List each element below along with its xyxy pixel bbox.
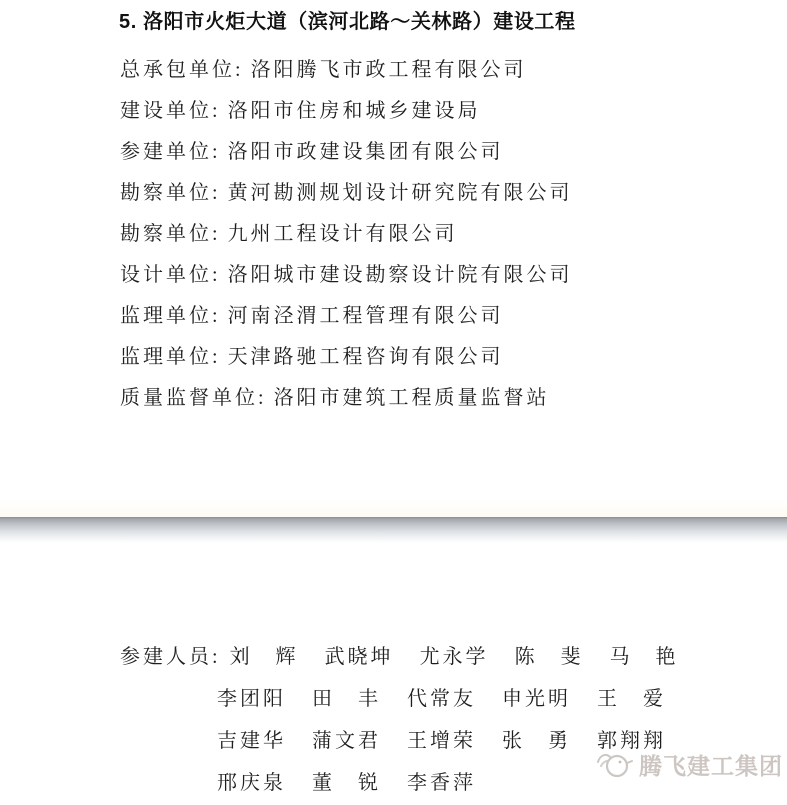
page-bottom-shade: [0, 498, 787, 517]
unit-row-supervision-1: [120, 293, 573, 334]
unit-value: 洛阳市建筑工程质量监督站: [273, 387, 550, 409]
unit-label: 建设单位:: [120, 100, 221, 122]
participant-name: 张 勇: [502, 729, 571, 752]
unit-row-design: [120, 252, 573, 293]
page-separator: [0, 517, 787, 544]
unit-value: 洛阳腾飞市政工程有限公司: [250, 59, 527, 81]
name-group: [217, 766, 476, 795]
participant-name: 董 锐: [312, 771, 381, 794]
name-group: [217, 682, 666, 711]
unit-label: 监理单位:: [120, 346, 221, 368]
unit-row-quality-supervision: [120, 375, 573, 416]
unit-row-participating: [120, 129, 573, 170]
page-title: 5. 洛阳市火炬大道（滨河北路～关林路）建设工程: [119, 11, 576, 33]
participant-row: [120, 759, 679, 801]
participants-section: [120, 633, 679, 801]
participant-name: 代常友: [407, 687, 476, 710]
participant-name: 李香萍: [407, 771, 476, 794]
unit-value: 洛阳市住房和城乡建设局: [227, 100, 481, 122]
unit-label: 参建单位:: [120, 141, 221, 163]
participant-name: 武晓坤: [324, 645, 394, 668]
unit-row-supervision-2: [120, 334, 573, 375]
bird-logo-icon: [596, 749, 634, 781]
brand-watermark: [596, 748, 783, 781]
participant-row: [120, 675, 679, 717]
participant-name: 申光明: [502, 687, 571, 710]
watermark-text: 腾飞建工集团: [639, 753, 783, 779]
participant-name: 邢庆泉: [217, 771, 286, 794]
name-group: [230, 640, 679, 669]
unit-value: 九州工程设计有限公司: [227, 223, 458, 245]
unit-value: 洛阳市政建设集团有限公司: [227, 141, 504, 163]
participant-name: 马 艳: [609, 645, 679, 668]
unit-row-survey-2: [120, 211, 573, 252]
participant-row: [120, 717, 679, 759]
participant-name: 陈 斐: [514, 645, 584, 668]
unit-label: 设计单位:: [120, 264, 221, 286]
participant-name: 王增荣: [407, 729, 476, 752]
unit-row-survey-1: [120, 170, 573, 211]
participant-name: 王 爱: [597, 687, 666, 710]
participant-name: 尤永学: [419, 645, 489, 668]
participant-name: 田 丰: [312, 687, 381, 710]
unit-label: 勘察单位:: [120, 223, 221, 245]
participant-row: [120, 633, 679, 675]
unit-value: 黄河勘测规划设计研究院有限公司: [227, 182, 573, 204]
unit-label: 监理单位:: [120, 305, 221, 327]
unit-value: 河南泾渭工程管理有限公司: [227, 305, 504, 327]
unit-label: 总承包单位:: [120, 59, 244, 81]
participant-name: 刘 辉: [229, 645, 299, 668]
participant-name: 郭翔翔: [597, 729, 666, 752]
unit-label: 勘察单位:: [120, 182, 221, 204]
participant-name: 李团阳: [217, 687, 286, 710]
unit-row-general-contractor: [120, 47, 573, 88]
participant-name: 吉建华: [217, 729, 286, 752]
unit-value: 天津路驰工程咨询有限公司: [227, 346, 504, 368]
participant-name: 蒲文君: [312, 729, 381, 752]
unit-label: 质量监督单位:: [120, 387, 267, 409]
unit-list: [120, 47, 573, 416]
unit-value: 洛阳城市建设勘察设计院有限公司: [227, 264, 573, 286]
unit-row-construction: [120, 88, 573, 129]
participants-label: 参建人员:: [120, 645, 221, 668]
